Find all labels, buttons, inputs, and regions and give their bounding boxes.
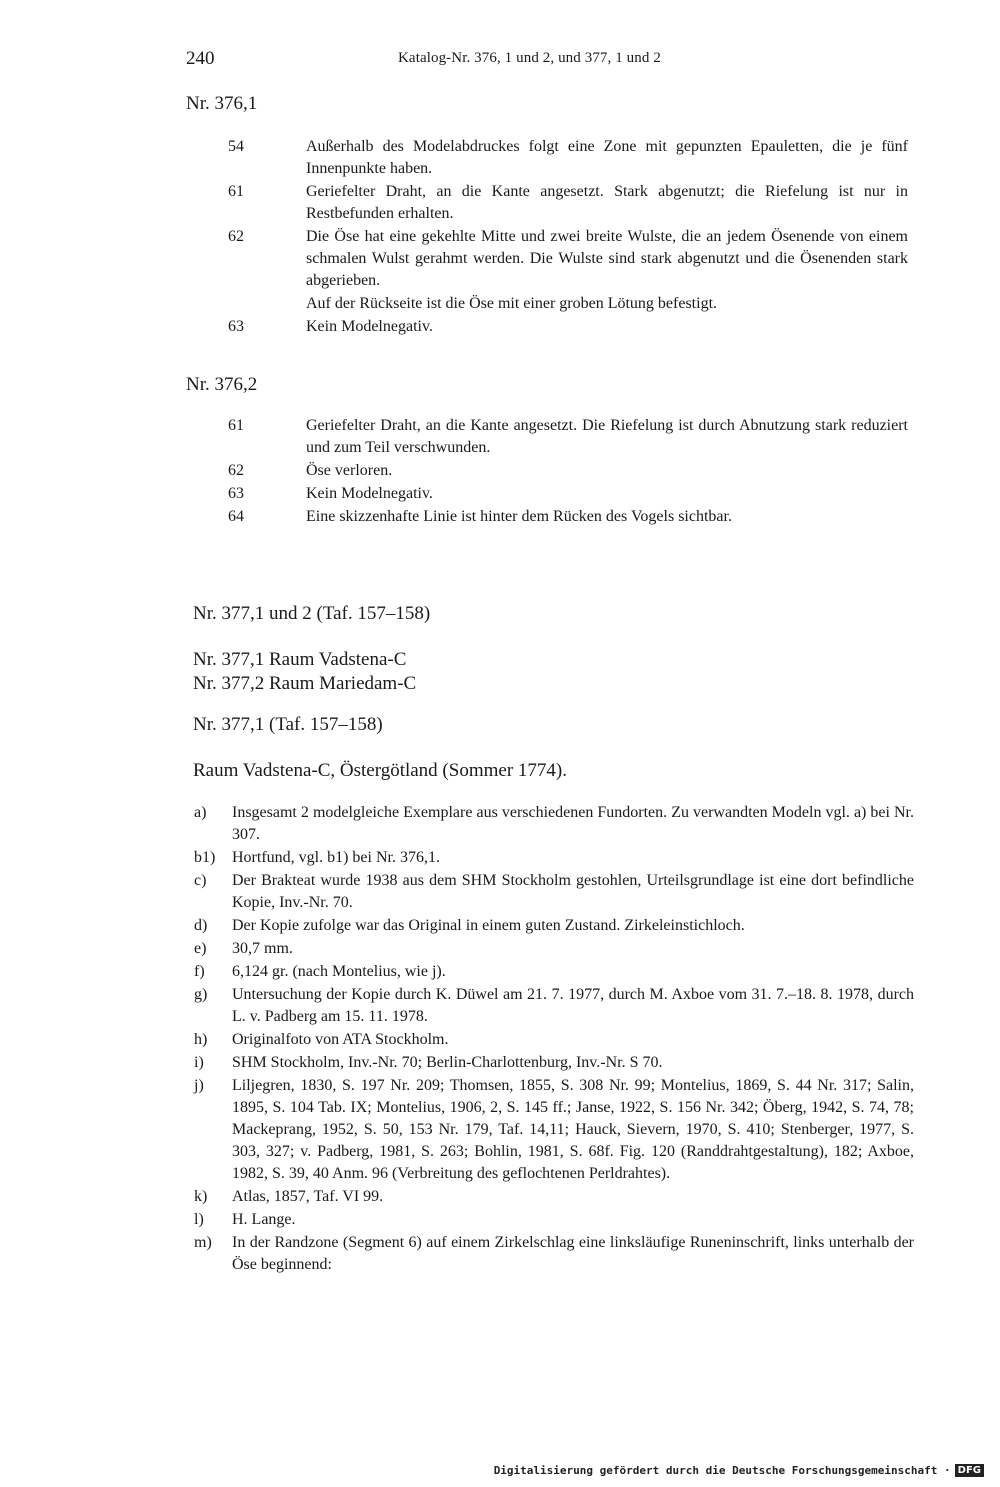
section-heading-377: Nr. 377,1 und 2 (Taf. 157–158) bbox=[193, 603, 431, 624]
entry-key: 62 bbox=[228, 462, 244, 479]
entry-key: c) bbox=[194, 872, 207, 889]
entry-text: Geriefelter Draht, an die Kante angesetzt. Stark abgenutzt; die Riefelung ist nur in Restbefunden erhalten. bbox=[306, 183, 908, 222]
list-item bbox=[228, 415, 908, 459]
list-item bbox=[228, 293, 908, 315]
entry-text: Hortfund, vgl. b1) bei Nr. 376,1. bbox=[232, 849, 440, 866]
list-item bbox=[194, 1052, 914, 1074]
list-item bbox=[194, 847, 914, 869]
list-item bbox=[228, 226, 908, 292]
entry-text: Der Brakteat wurde 1938 aus dem SHM Stockholm gestohlen, Urteilsgrundlage ist eine dort befindliche Kopie, Inv.-Nr. 70. bbox=[232, 872, 914, 911]
entry-text: SHM Stockholm, Inv.-Nr. 70; Berlin-Charlottenburg, Inv.-Nr. S 70. bbox=[232, 1054, 663, 1071]
entry-key: g) bbox=[194, 986, 208, 1003]
entry-text: Der Kopie zufolge war das Original in einem guten Zustand. Zirkeleinstichloch. bbox=[232, 917, 745, 934]
entry-key: h) bbox=[194, 1031, 208, 1048]
list-item bbox=[194, 1075, 914, 1185]
place-line: Raum Vadstena-C, Östergötland (Sommer 1774). bbox=[193, 760, 567, 781]
entry-text: Atlas, 1857, Taf. VI 99. bbox=[232, 1188, 384, 1205]
entry-text: Kein Modelnegativ. bbox=[306, 318, 433, 335]
entry-text: 6,124 gr. (nach Montelius, wie j). bbox=[232, 963, 446, 980]
entry-key: e) bbox=[194, 940, 207, 957]
entry-text: Außerhalb des Modelabdruckes folgt eine Zone mit gepunzten Epauletten, die je fünf Innenpunkte haben. bbox=[306, 138, 908, 177]
entry-key: 61 bbox=[228, 183, 244, 200]
entry-key: 61 bbox=[228, 417, 244, 434]
entry-key: 64 bbox=[228, 508, 244, 525]
list-item bbox=[194, 1186, 914, 1208]
subheading-377-1-plate: Nr. 377,1 (Taf. 157–158) bbox=[193, 714, 383, 735]
list-item bbox=[228, 483, 908, 505]
entry-text: 30,7 mm. bbox=[232, 940, 293, 957]
list-item bbox=[194, 938, 914, 960]
entry-key: 62 bbox=[228, 228, 244, 245]
list-item bbox=[194, 915, 914, 937]
entry-key: 63 bbox=[228, 485, 244, 502]
entry-key: l) bbox=[194, 1211, 204, 1228]
section-heading-376-2: Nr. 376,2 bbox=[186, 374, 258, 395]
entry-key: a) bbox=[194, 804, 207, 821]
entry-text: H. Lange. bbox=[232, 1211, 296, 1228]
running-head: Katalog-Nr. 376, 1 und 2, und 377, 1 und 2 bbox=[398, 50, 661, 66]
entry-list-376-1 bbox=[228, 136, 908, 339]
entry-key: 63 bbox=[228, 318, 244, 335]
footer-text: Digitalisierung gefördert durch die Deutsche Forschungsgemeinschaft · bbox=[493, 1464, 951, 1477]
entry-text: Eine skizzenhafte Linie ist hinter dem Rücken des Vogels sichtbar. bbox=[306, 508, 732, 525]
entry-text: Untersuchung der Kopie durch K. Düwel am 21. 7. 1977, durch M. Axboe vom 31. 7.–18. 8. 1978, durch L. v. Padberg am 15. 11. 1978. bbox=[232, 986, 914, 1025]
entry-key: i) bbox=[194, 1054, 204, 1071]
entry-text: Kein Modelnegativ. bbox=[306, 485, 433, 502]
list-item bbox=[194, 1029, 914, 1051]
entry-list-377-1 bbox=[194, 802, 914, 1277]
list-item bbox=[194, 1232, 914, 1276]
list-item bbox=[194, 984, 914, 1028]
list-item bbox=[194, 802, 914, 846]
footer-credit bbox=[494, 1464, 984, 1477]
entry-key: b1) bbox=[194, 849, 216, 866]
entry-key: d) bbox=[194, 917, 208, 934]
list-item bbox=[228, 136, 908, 180]
list-item bbox=[194, 1209, 914, 1231]
entry-text: Originalfoto von ATA Stockholm. bbox=[232, 1031, 449, 1048]
page-number: 240 bbox=[186, 48, 215, 69]
entry-text: In der Randzone (Segment 6) auf einem Zirkelschlag eine linksläufige Runeninschrift, links unterhalb der Öse beginnend: bbox=[232, 1234, 914, 1273]
entry-key: 54 bbox=[228, 138, 244, 155]
dfg-logo-icon: DFG bbox=[955, 1464, 984, 1477]
entry-text: Die Öse hat eine gekehlte Mitte und zwei breite Wulste, die an jedem Ösenende von einem schmalen Wulst gerahmt werden. Die Wulste sind stark abgenutzt und die Ösenenden stark abgerieben. bbox=[306, 228, 908, 289]
list-item bbox=[228, 181, 908, 225]
entry-key: m) bbox=[194, 1234, 212, 1251]
entry-key: f) bbox=[194, 963, 205, 980]
list-item bbox=[194, 870, 914, 914]
entry-text: Insgesamt 2 modelgleiche Exemplare aus verschiedenen Fundorten. Zu verwandten Modeln vgl. a) bei Nr. 307. bbox=[232, 804, 914, 843]
section-heading-376-1: Nr. 376,1 bbox=[186, 93, 258, 114]
list-item bbox=[194, 961, 914, 983]
entry-text: Geriefelter Draht, an die Kante angesetzt. Die Riefelung ist durch Abnutzung stark reduziert und zum Teil verschwunden. bbox=[306, 417, 908, 456]
subheading-377-2: Nr. 377,2 Raum Mariedam-C bbox=[193, 673, 417, 694]
entry-list-376-2 bbox=[228, 415, 908, 529]
entry-key: j) bbox=[194, 1077, 204, 1094]
list-item bbox=[228, 460, 908, 482]
list-item bbox=[228, 506, 908, 528]
entry-text: Auf der Rückseite ist die Öse mit einer groben Lötung befestigt. bbox=[306, 295, 718, 312]
subheading-377-1: Nr. 377,1 Raum Vadstena-C bbox=[193, 649, 407, 670]
entry-text: Liljegren, 1830, S. 197 Nr. 209; Thomsen, 1855, S. 308 Nr. 99; Montelius, 1869, S. 44 Nr. 317; Salin, 1895, S. 104 Tab. IX; Montelius, 1906, 2, S. 145 ff.; Janse, 1922, S. 156 Nr. 342; Öberg, 1942, S. 74, 78; Mackeprang, 1952, S. 50, 153 Nr. 179, Taf. 14,11; Hauck, Sievern, 1970, S. 410; Stenberger, 1977, S. 303, 327; v. Padberg, 1981, S. 263; Bohlin, 1981, S. 68f. Fig. 120 (Randdrahtgestaltung), 182; Axboe, 1982, S. 39, 40 Anm. 96 (Verbreitung des geflochtenen Perldrahtes). bbox=[232, 1077, 914, 1182]
entry-text: Öse verloren. bbox=[306, 462, 393, 479]
list-item bbox=[228, 316, 908, 338]
entry-key: k) bbox=[194, 1188, 208, 1205]
